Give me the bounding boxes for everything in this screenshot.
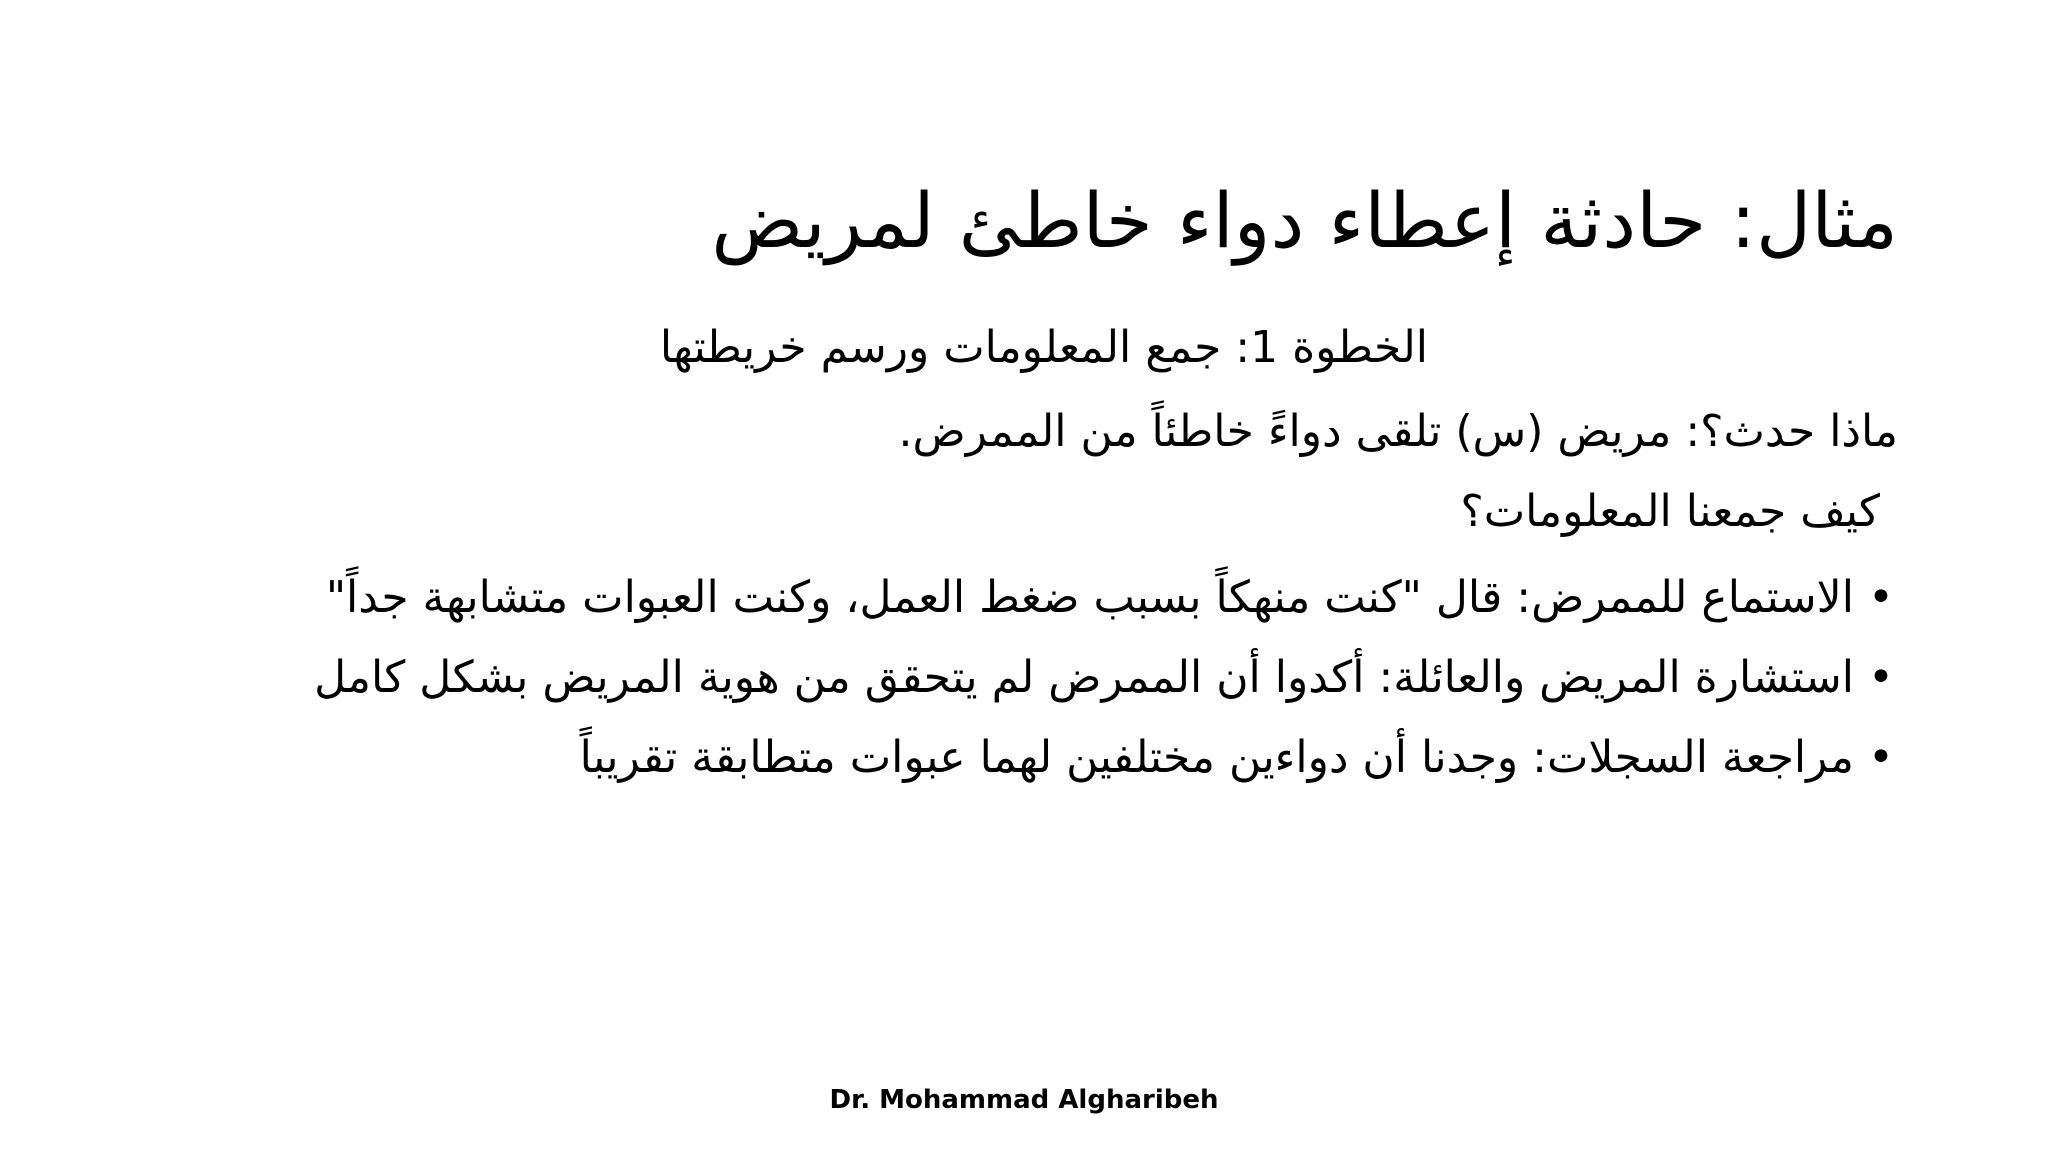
what-happened-line: ماذا حدث؟: مريض (س) تلقى دواءً خاطئاً من الممرض. [898,406,1898,457]
bullet-icon: • [1868,572,1894,623]
slide-title: مثال: حادثة إعطاء دواء خاطئ لمريض [711,175,1898,265]
list-item-text: مراجعة السجلات: وجدنا أن دواءين مختلفين لهما عبوات متطابقة تقريباً [579,732,1854,783]
list-item [98,726,1898,806]
list-item-text: استشارة المريض والعائلة: أكدوا أن الممرض لم يتحقق من هوية المريض بشكل كامل [314,652,1854,703]
author-footer: Dr. Mohammad Algharibeh [829,1085,1219,1115]
list-item [98,566,1898,646]
bullet-icon: • [1868,732,1894,783]
list-item [98,646,1898,726]
how-gathered-question: كيف جمعنا المعلومات؟ [1460,486,1880,537]
step-heading: الخطوة 1: جمع المعلومات ورسم خريطتها [659,322,1428,373]
bullet-icon: • [1868,652,1894,703]
info-gathering-list [98,566,1898,806]
list-item-text: الاستماع للممرض: قال "كنت منهكاً بسبب ضغط العمل، وكنت العبوات متشابهة جداً" [325,572,1854,623]
